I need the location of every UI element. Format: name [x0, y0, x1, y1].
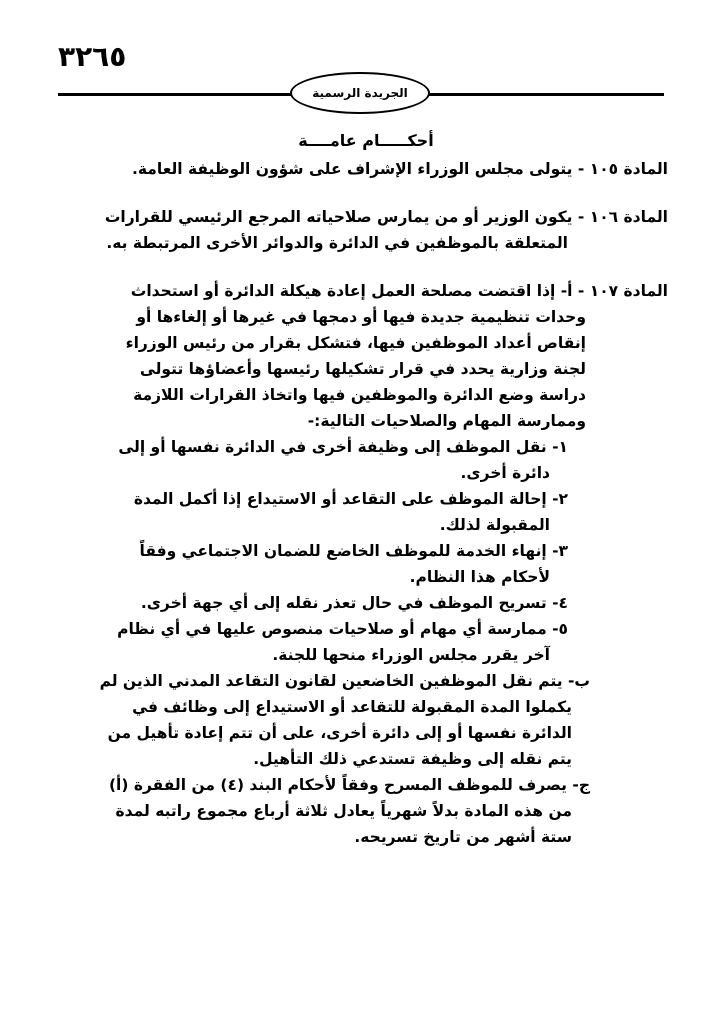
gazette-name: الجريدة الرسمية: [312, 86, 408, 100]
section-title: أحكـــــام عامــــة: [298, 131, 434, 150]
article-107-item-3: ٣- إنهاء الخدمة للموظف الخاضع للضمان الاجتماعي وفقاً لأحكام هذا النظام.: [139, 542, 568, 586]
article-107-item-4: ٤- تسريح الموظف في حال تعذر نقله إلى أي جهة أخرى.: [140, 594, 568, 612]
article-105: [88, 156, 668, 182]
article-107-item-5: ٥- ممارسة أي مهام أو صلاحيات منصوص عليها في أي نظام آخر يقرر مجلس الوزراء منحها للجنة.: [117, 620, 568, 664]
document-body: [88, 128, 668, 850]
article-106-label: المادة ١٠٦ -: [577, 208, 668, 226]
article-105-text: يتولى مجلس الوزراء الإشراف على شؤون الوظيفة العامة.: [132, 160, 573, 178]
article-107-clause-a-first: أ- إذا اقتضت مصلحة العمل إعادة هيكلة الدائرة أو استحداث: [130, 282, 573, 300]
article-106-text-line2: المتعلقة بالموظفين في الدائرة والدوائر الأخرى المرتبطة به.: [106, 234, 568, 252]
gazette-name-badge: [290, 72, 430, 114]
article-107-label: المادة ١٠٧ -: [577, 282, 668, 300]
page-number: ٣٢٦٥: [58, 40, 127, 73]
article-107-clause-b: ب- يتم نقل الموظفين الخاضعين لقانون التقاعد المدني الذين لم يكملوا المدة المقبولة للتقاعد أو الاستيداع إلى وظائف في الدائرة نفسها أو إلى دائرة أخرى، على أن تتم إعادة تأهيل من يتم نقله إلى وظيفة تستدعي ذلك التأهيل.: [99, 672, 590, 768]
article-106-text-line1: يكون الوزير أو من يمارس صلاحياته المرجع الرئيسي للقرارات: [104, 208, 573, 226]
article-107-clause-a-rest: وحدات تنظيمية جديدة فيها أو دمجها في غيرها أو إلغاءها أو إنقاص أعداد الموظفين فيها، فتشكل بقرار من رئيس الوزراء لجنة وزارية يحدد في قرار تشكيلها رئيسها وأعضاؤها تتولى دراسة وضع الدائرة والموظفين فيها واتخاذ القرارات اللازمة وممارسة المهام والصلاحيات التالية:-: [125, 308, 586, 430]
article-107-clause-c: ج- يصرف للموظف المسرح وفقاً لأحكام البند (٤) من الفقرة (أ) من هذه المادة بدلاً شهرياً يعادل ثلاثة أرباع مجموع راتبه لمدة ستة أشهر من تاريخ تسريحه.: [108, 776, 590, 846]
article-105-label: المادة ١٠٥ -: [577, 160, 668, 178]
article-106: [88, 204, 668, 256]
article-107: [88, 278, 668, 850]
article-107-item-1: ١- نقل الموظف إلى وظيفة أخرى في الدائرة نفسها أو إلى دائرة أخرى.: [118, 438, 568, 482]
article-107-item-2: ٢- إحالة الموظف على التقاعد أو الاستيداع إذا أكمل المدة المقبولة لذلك.: [133, 490, 568, 534]
